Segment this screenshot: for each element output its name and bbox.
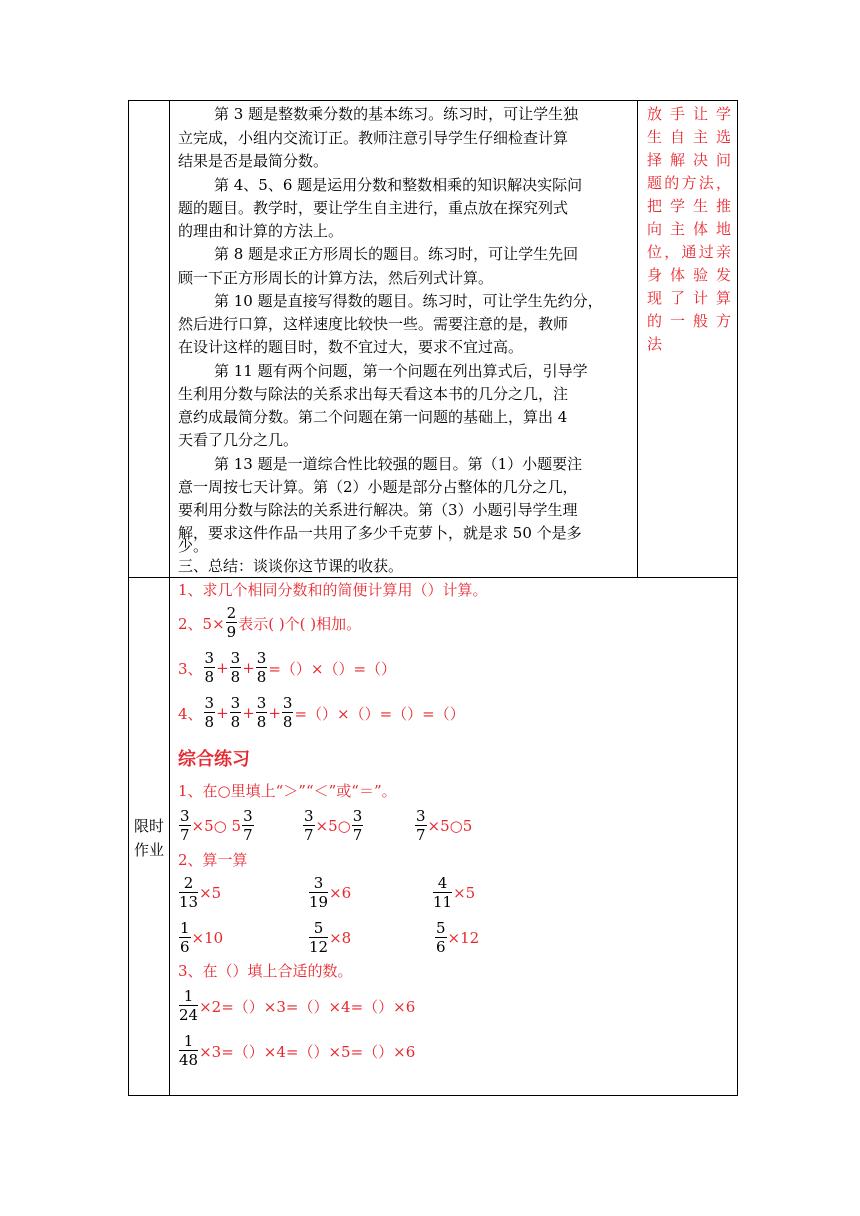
homework-label: [130, 814, 168, 862]
fraction: $\frac{3}{7}$: [180, 807, 190, 844]
side-note-line: 把学生推: [647, 197, 731, 215]
fraction: $\frac{3}{8}$: [204, 649, 215, 686]
homework-label-line: 限时: [133, 817, 164, 835]
fill-expression: ×2=（）×3=（）×4=（）×6: [199, 997, 416, 1016]
q3-tail: =（）×（）=（）: [268, 659, 397, 678]
fraction: $\frac{2}{9}$: [226, 604, 237, 641]
compare-expression: ×5○5: [427, 817, 473, 835]
practice-3-title: 3、在（）填上合适的数。: [178, 962, 353, 980]
side-note-line: 生自主选: [647, 128, 731, 146]
plus-sign: +: [242, 704, 255, 722]
fraction: $\frac{4}{11}$: [433, 874, 453, 911]
calc-item: [308, 872, 351, 914]
notes-line: 天看了几分之几。: [178, 431, 299, 449]
calc-operator: ×6: [329, 884, 352, 902]
q2-suffix: 表示( )个( )相加。: [238, 614, 362, 633]
notes-line: 第 11 题有两个问题，第一个问题在列出算式后，引导学: [214, 362, 588, 380]
notes-line: 第 3 题是整数乘分数的基本练习。练习时，可让学生独: [214, 105, 579, 123]
side-note-line: 向主体地: [647, 220, 731, 238]
notes-line: 的理由和计算的方法上。: [178, 222, 344, 240]
calc-item: [178, 872, 221, 914]
notes-line: 在设计这样的题目时，数不宜过大，要求不宜过高。: [178, 338, 524, 356]
fraction: $\frac{3}{7}$: [416, 807, 426, 844]
notes-line: 然后进行口算，这样速度比较快一些。需要注意的是，教师: [178, 315, 569, 333]
fraction: $\frac{1}{24}$: [179, 987, 199, 1024]
fraction: $\frac{3}{8}$: [256, 694, 267, 731]
compare-expression: ×5○: [315, 817, 351, 835]
question-2: [178, 603, 361, 643]
compare-item: [178, 805, 255, 847]
practice-2-title: 2、算一算: [178, 851, 248, 869]
notes-summary: 三、总结：谈谈你这节课的收获。: [178, 557, 404, 575]
table-column-divider: [169, 100, 170, 1096]
fraction: $\frac{3}{8}$: [230, 694, 241, 731]
fraction: $\frac{3}{7}$: [304, 807, 314, 844]
calc-operator: ×12: [447, 929, 480, 947]
table-note-divider: [637, 100, 638, 578]
compare-item: [414, 805, 472, 847]
side-note-line: 的一般方: [647, 312, 731, 330]
teaching-side-note: [647, 103, 731, 356]
notes-line: 题的题目。教学时，要让学生自主进行，重点放在探究列式: [178, 199, 569, 217]
fill-item: [178, 985, 415, 1027]
fraction: $\frac{5}{12}$: [309, 919, 329, 956]
q4-tail: =（）×（）=（）=（）: [294, 704, 465, 723]
question-4: [178, 693, 465, 733]
fraction: $\frac{3}{19}$: [309, 874, 329, 911]
notes-line: 生利用分数与除法的关系求出每天看这本书的几分之几，注: [178, 385, 569, 403]
section-heading: 综合练习: [178, 749, 250, 770]
calc-operator: ×10: [191, 929, 224, 947]
q2-prefix: 2、5×: [178, 614, 225, 633]
notes-line: 意约成最简分数。第二个问题在第一问题的基础上，算出 4: [178, 408, 568, 426]
table-top-border: [128, 100, 738, 101]
fraction: $\frac{1}{6}$: [180, 919, 190, 956]
side-note-line: 题的方法，: [647, 174, 731, 192]
notes-line: 第 4、5、6 题是运用分数和整数相乘的知识解决实际问: [214, 176, 583, 194]
notes-line: 第 8 题是求正方形周长的题目。练习时，可让学生先回: [214, 245, 579, 263]
side-note-line: 法: [647, 335, 663, 353]
fraction: $\frac{3}{8}$: [256, 649, 267, 686]
fill-item: [178, 1030, 415, 1072]
practice-1-title: 1、在○里填上“＞”“＜”或“＝”。: [178, 782, 397, 800]
fraction: $\frac{2}{13}$: [179, 874, 199, 911]
homework-label-line: 作业: [133, 841, 164, 859]
table-left-border: [128, 100, 129, 1096]
notes-line: 少。: [178, 537, 209, 555]
plus-sign: +: [216, 704, 229, 722]
calc-item: [178, 917, 223, 959]
q4-prefix: 4、: [178, 704, 203, 723]
plus-sign: +: [242, 659, 255, 677]
q3-prefix: 3、: [178, 659, 203, 678]
calc-operator: ×5: [199, 884, 222, 902]
calc-item: [434, 917, 479, 959]
compare-item: [302, 805, 364, 847]
fraction: $\frac{3}{8}$: [282, 694, 293, 731]
compare-expression: ×5○ 5: [191, 817, 242, 835]
fraction: $\frac{5}{6}$: [436, 919, 446, 956]
fill-expression: ×3=（）×4=（）×5=（）×6: [199, 1042, 416, 1061]
fraction: $\frac{3}{7}$: [243, 807, 253, 844]
side-note-line: 择解决问: [647, 151, 731, 169]
notes-line: 第 13 题是一道综合性比较强的题目。第（1）小题要注: [214, 455, 583, 473]
notes-line: 意一周按七天计算。第（2）小题是部分占整体的几分之几，: [178, 478, 578, 496]
side-note-line: 现了计算: [647, 289, 731, 307]
calc-operator: ×8: [329, 929, 352, 947]
notes-line: 解，要求这件作品一共用了多少千克萝卜，就是求 50 个是多: [178, 524, 582, 542]
fraction: $\frac{1}{48}$: [179, 1032, 199, 1069]
notes-line: 第 10 题是直接写得数的题目。练习时，可让学生先约分，: [214, 292, 603, 310]
fraction: $\frac{3}{7}$: [352, 807, 363, 844]
table-bottom-border: [128, 1095, 738, 1096]
table-right-border: [737, 100, 738, 1096]
plus-sign: +: [268, 704, 281, 722]
question-1: 1、求几个相同分数和的简便计算用（）计算。: [178, 581, 488, 599]
notes-line: 顾一下正方形周长的计算方法，然后列式计算。: [178, 269, 494, 287]
calc-operator: ×5: [453, 884, 476, 902]
question-3: [178, 648, 396, 688]
plus-sign: +: [216, 659, 229, 677]
fraction: $\frac{3}{8}$: [230, 649, 241, 686]
notes-line: 立完成，小组内交流订正。教师注意引导学生仔细检查计算: [178, 129, 569, 147]
fraction: $\frac{3}{8}$: [204, 694, 215, 731]
notes-line: 要利用分数与除法的关系进行解决。第（3）小题引导学生理: [178, 501, 578, 519]
side-note-line: 身体验发: [647, 266, 731, 284]
side-note-line: 放手让学: [647, 105, 731, 123]
notes-line: 结果是否是最简分数。: [178, 152, 329, 170]
calc-item: [308, 917, 351, 959]
calc-item: [432, 872, 475, 914]
side-note-line: 位，通过亲: [647, 243, 731, 261]
